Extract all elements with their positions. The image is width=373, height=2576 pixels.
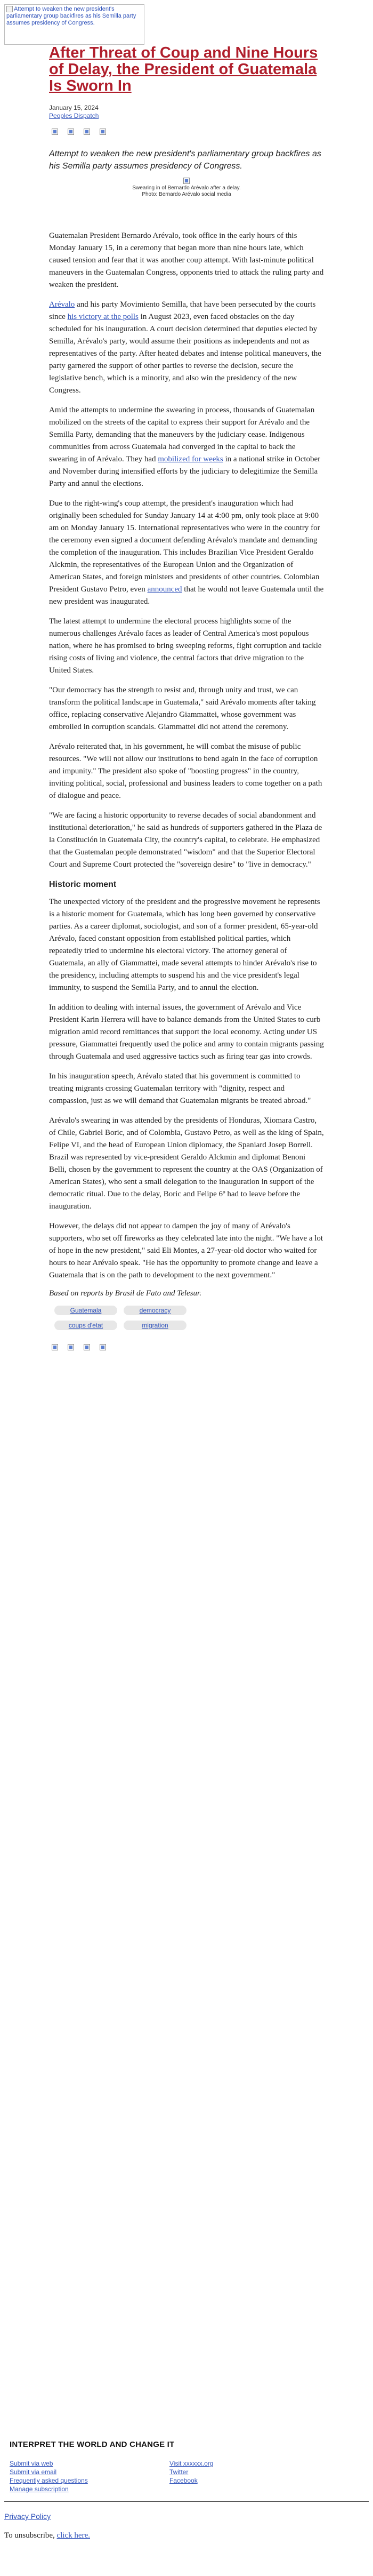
unsubscribe-link[interactable]: click here. xyxy=(56,2531,90,2540)
share-icon-2[interactable] xyxy=(68,129,74,135)
footer-icon-1[interactable] xyxy=(52,1344,58,1350)
share-icons xyxy=(52,129,324,136)
paragraph: Arévalo and his party Movimiento Semilla, that have been persecuted by the courts since his victory at the polls in August 2023, even faced obstacles on the day scheduled for his inauguration. A court decision determined that deputies elected by Semilla, Arévalo's party, would assume their positions as independents and not as representatives of the party. After heated debates and intense political maneuvers, the party garnered the support of other parties to reverse the decision, secure the legislative bench, which is a minority, and also win the presidency of the new Congress. xyxy=(49,300,321,395)
paragraph: The latest attempt to undermine the electoral process highlights some of the numerous challenges Arévalo faces as leader of Central America's most populous nation, where he has promised to bring sweeping reforms, fight corruption and tackle rising costs of living and violence, the central factors that drive migration to the United States. xyxy=(49,617,322,675)
paragraph: Guatemalan President Bernardo Arévalo, took office in the early hours of this Monday January 15, in a ceremony that began more than nine hours late, which caused tension and fear that it was another coup attempt. With last-minute political maneuvers in the Guatemalan Congress, opponents tried to attack the ruling party and weaken the president. xyxy=(49,231,324,289)
article xyxy=(49,45,324,1350)
paragraph: Arévalo reiterated that, in his government, he will combat the misuse of public resources. "We will not allow our institutions to bend again in the face of corruption and impunity." The president also spoke of "boosting progress" in the country, inviting political, social, professional and business leaders to come together on a path of dialogue and peace. xyxy=(49,742,322,800)
tag-list xyxy=(54,1306,324,1330)
footer-link-manage[interactable]: Manage subscription xyxy=(10,2485,69,2493)
share-icon-3[interactable] xyxy=(84,129,90,135)
footer-divider xyxy=(4,2501,369,2502)
paragraph: Amid the attempts to undermine the swearing in process, thousands of Guatemalan mobilized on the streets of the capital to express their support for Arévalo and the Semilla Party, demanding that the maneuvers by the judiciary cease. Indigenous communities from across Guatemala had converged in the capital to back the swearing in of Arévalo. They had mobilized for weeks in a national strike in October and November during intensified efforts by the judiciary to delegitimize the Semilla Party and annul the elections. xyxy=(49,406,321,488)
photo-icon xyxy=(183,178,190,184)
paragraph: "Our democracy has the strength to resist and, through unity and trust, we can transform the political landscape in Guatemala," said Arévalo moments after taking office, replacing conservative Alejandro Giammattei, whose government was embroiled in corruption scandals. Giammattei did not attend the ceremony. xyxy=(49,686,316,731)
article-figure xyxy=(49,178,324,198)
paragraph: In his inauguration speech, Arévalo stated that his government is committed to treating migrants crossing Guatemalan territory with "dignity, respect and compassion, just as we will demand that Guatemalan migrants be treated abroad." xyxy=(49,1072,311,1105)
link-victory[interactable]: his victory at the polls xyxy=(67,313,139,321)
paragraph: Due to the right-wing's coup attempt, the president's inauguration which had originally been scheduled for Sunday January 14 at 4:00 pm, only took place at 9:00 am on Monday January 15. International representatives who were in the country for the ceremony even signed a document defending Arévalo's mandate and demanding the completion of the inauguration. This includes Brazilian Vice President Geraldo Alckmin, the representatives of the European Union and the Organization of American States, and foreign ministers and presidents of other countries. Colombian President Gustavo Petro, even announced that he would not leave Guatemala until the new president was inaugurated. xyxy=(49,499,324,606)
footer-title: INTERPRET THE WORLD AND CHANGE IT xyxy=(10,2440,175,2449)
unsubscribe-line: To unsubscribe, click here. xyxy=(4,2531,90,2540)
article-body xyxy=(49,230,324,1282)
paragraph: However, the delays did not appear to dampen the joy of many of Arévalo's supporters, who set off fireworks as they celebrated late into the night. "We have a lot of hope in the new president," said Eli Montes, a 27-year-old doctor who waited for hours to hear Arévalo speak. "He has the opportunity to promote change and leave a Guatemala that is on the path to development to the next government." xyxy=(49,1222,323,1279)
footer-icon-4[interactable] xyxy=(100,1344,106,1350)
share-icon-4[interactable] xyxy=(100,129,106,135)
tag-migration[interactable]: migration xyxy=(124,1321,186,1330)
article-date: January 15, 2024 xyxy=(49,104,99,111)
footer-icon-2[interactable] xyxy=(68,1344,74,1350)
paragraph: Arévalo's swearing in was attended by the presidents of Honduras, Xiomara Castro, of Chile, Gabriel Boric, and of Colombia, Gustavo Petro, as well as the king of Spain, Felipe VI, and the head of European Union diplomacy, the Spaniard Josep Borrell. Brazil was represented by vice-president Geraldo Alckmin and diplomat Benoni Belli, chosen by the government to represent the country at the OAS (Organization of American States), who sent a small delegation to the inauguration in support of the democratic ritual. Due to the delay, Boric and Felipe 6º had to leave before the inauguration. xyxy=(49,1116,324,1211)
share-icon-1[interactable] xyxy=(52,129,58,135)
article-title[interactable]: After Threat of Coup and Nine Hours of Delay, the President of Guatemala Is Sworn In xyxy=(49,44,318,94)
link-arevalo[interactable]: Arévalo xyxy=(49,300,75,309)
footer-link-submit-email[interactable]: Submit via email xyxy=(10,2468,57,2476)
link-announced[interactable]: announced xyxy=(147,585,182,594)
paragraph: The unexpected victory of the president and the progressive movement he represents is a historic moment for Guatemala, which has long been governed by conservative parties. As a career diplomat, sociologist, and son of a former president, 65-year-old Arévalo, faced constant opposition from established political parties, which repeatedly tried to undermine his electoral victory. The attorney general of Guatemala, an ally of Giammattei, made several attempts to hinder Arévalo's rise to the presidency, including attempts to suspend his and the vice president's legal immunity, to suspend the Semilla Party, and to annul the election. xyxy=(49,898,320,992)
subheading: Historic moment xyxy=(49,880,117,889)
sources-note: Based on reports by Brasil de Fato and Telesur. xyxy=(49,1289,201,1298)
tag-coups[interactable]: coups d'etat xyxy=(54,1321,117,1330)
tag-guatemala[interactable]: Guatemala xyxy=(54,1306,117,1315)
paragraph: "We are facing a historic opportunity to reverse decades of social abandonment and institutional deterioration," he said as hundreds of supporters gathered in the Plaza de la Constitución in Guatemala City, the country's capital, to celebrate. He emphasized that the Guatemalan people demonstrated "wisdom" and that the Superior Electoral Court and Supreme Court protected the "sovereign desire" to "live in democracy." xyxy=(49,811,322,869)
privacy-policy-link[interactable]: Privacy Policy xyxy=(4,2512,51,2521)
footer-link-twitter[interactable]: Twitter xyxy=(169,2468,189,2476)
broken-image-icon xyxy=(6,6,13,12)
link-mobilized[interactable]: mobilized for weeks xyxy=(158,455,223,463)
footer-links xyxy=(10,2460,329,2493)
image-caption: Swearing in of Bernardo Arévalo after a delay. Photo: Bernardo Arévalo social media xyxy=(132,185,241,197)
tag-democracy[interactable]: democracy xyxy=(124,1306,186,1315)
footer-icon-3[interactable] xyxy=(84,1344,90,1350)
footer-link-facebook[interactable]: Facebook xyxy=(169,2477,198,2484)
source-link[interactable]: Peoples Dispatch xyxy=(49,112,99,119)
footer-link-submit-web[interactable]: Submit via web xyxy=(10,2460,53,2467)
footer-link-visit[interactable]: Visit xxxxxx.org xyxy=(169,2460,214,2467)
newsletter-footer xyxy=(10,2440,329,2493)
footer-link-faq[interactable]: Frequently asked questions xyxy=(10,2477,88,2484)
header-image-alt[interactable]: Attempt to weaken the new president's parliamentary group backfires as his Semilla party assumes presidency of Congress. xyxy=(4,4,144,45)
footer-share-icons xyxy=(52,1344,324,1350)
article-lede: Attempt to weaken the new president's parliamentary group backfires as his Semilla party assumes presidency of Congress. xyxy=(49,149,321,171)
paragraph: In addition to dealing with internal issues, the government of Arévalo and Vice President Karin Herrera will have to balance demands from the United States to curb migration amid record remittances that support the local economy. Acting under US pressure, Giammattei frequently used the police and army to contain migrants passing through Guatemala and used aggressive tactics such as firing tear gas into crowds. xyxy=(49,1003,324,1061)
article-meta xyxy=(49,104,324,120)
